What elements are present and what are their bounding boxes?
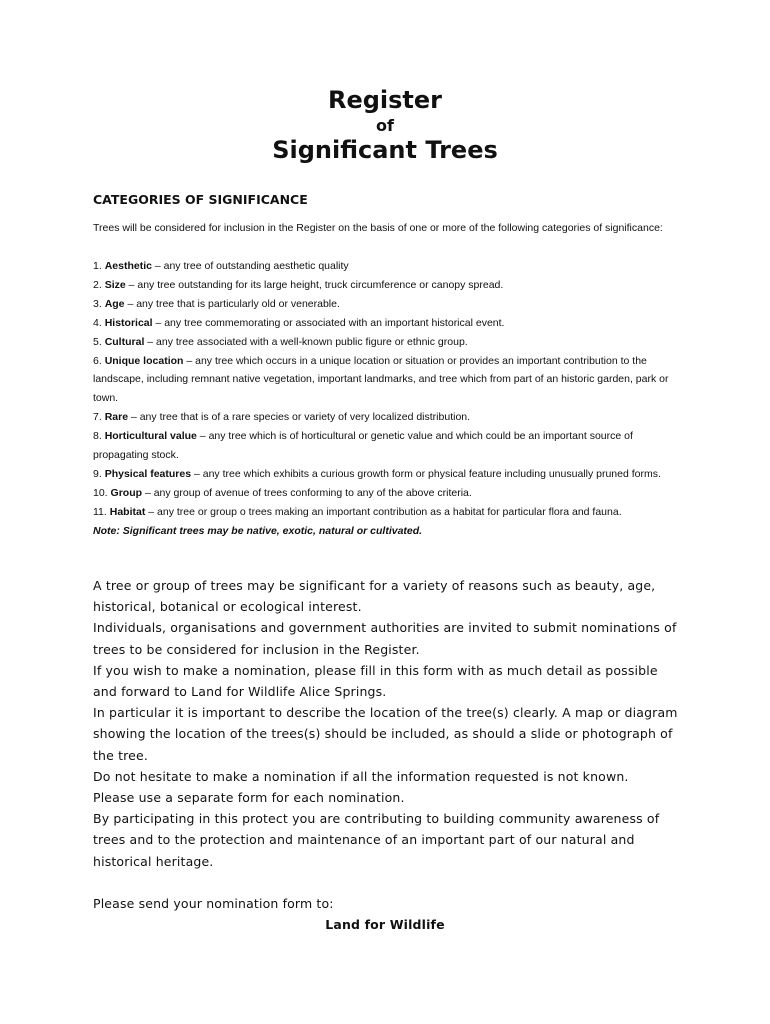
categories-list (93, 257, 683, 541)
category-item: 6. Unique location – any tree which occurs in a unique location or situation or provides an important contribution to the landscape, including remnant native vegetation, important landmarks, and tree which from part of an historic garden, park or town. (93, 354, 669, 405)
category-item: 5. Cultural – any tree associated with a well-known public figure or ethnic group. (93, 335, 468, 348)
category-name: Historical (104, 316, 153, 329)
intro-text: Trees will be considered for inclusion in the Register on the basis of one or more of the following categories of significance: (93, 222, 663, 234)
category-name: Horticultural value (104, 430, 197, 443)
section-heading: CATEGORIES OF SIGNIFICANCE (93, 192, 308, 207)
paragraph: In particular it is important to describe the location of the tree(s) clearly. A map or diagram showing the location of the trees(s) should be included, as should a slide or photograph of the tree. (93, 705, 678, 763)
title-significant-trees: Significant Trees (272, 136, 498, 164)
category-item: 9. Physical features – any tree which exhibits a curious growth form or physical feature including unusually pruned forms. (93, 467, 661, 480)
paragraph: If you wish to make a nomination, please fill in this form with as much detail as possible and forward to Land for Wildlife Alice Springs. (93, 662, 658, 700)
send-instruction: Please send your nomination form to: (93, 896, 334, 911)
paragraph: Individuals, organisations and government authorities are invited to submit nominations of trees to be considered for inclusion in the Register. (93, 620, 677, 657)
significance-note: Note: Significant trees may be native, exotic, natural or cultivated. (93, 524, 423, 537)
category-name: Size (104, 278, 126, 291)
paragraph: By participating in this protect you are contributing to building community awareness of trees and to the protection and maintenance of an important part of our natural and historical heritage. (93, 811, 660, 869)
category-item: 2. Size – any tree outstanding for its large height, truck circumference or canopy spread. (93, 278, 504, 291)
category-item: 3. Age – any tree that is particularly old or venerable. (93, 297, 340, 310)
paragraph: Please use a separate form for each nomination. (93, 790, 405, 806)
title-register: Register (327, 86, 443, 114)
category-item: 11. Habitat – any tree or group o trees making an important contribution as a habitat for particular flora and fauna. (93, 505, 622, 518)
category-item: 7. Rare – any tree that is of a rare species or variety of very localized distribution. (93, 411, 471, 424)
category-name: Aesthetic (104, 260, 152, 272)
paragraph: Do not hesitate to make a nomination if all the information requested is not known. (93, 768, 629, 784)
category-item: 8. Horticultural value – any tree which is of horticultural or genetic value and which could be an important source of propagating stock. (93, 430, 633, 462)
category-name: Habitat (109, 505, 146, 518)
title-of: of (376, 116, 394, 135)
paragraph: A tree or group of trees may be significant for a variety of reasons such as beauty, age, historical, botanical or ecological interest. (93, 578, 656, 615)
category-name: Group (110, 486, 143, 499)
body-paragraphs (93, 575, 683, 872)
category-name: Age (104, 297, 125, 310)
category-item: 10. Group – any group of avenue of trees conforming to any of the above criteria. (93, 486, 472, 499)
category-name: Rare (104, 411, 129, 424)
category-name: Cultural (104, 335, 145, 348)
category-item: 4. Historical – any tree commemorating or associated with an important historical event. (93, 316, 505, 329)
category-name: Unique location (104, 354, 184, 367)
category-name: Physical features (104, 467, 192, 480)
recipient-name: Land for Wildlife (325, 917, 445, 932)
category-item: 1. Aesthetic – any tree of outstanding aesthetic quality (93, 260, 349, 272)
